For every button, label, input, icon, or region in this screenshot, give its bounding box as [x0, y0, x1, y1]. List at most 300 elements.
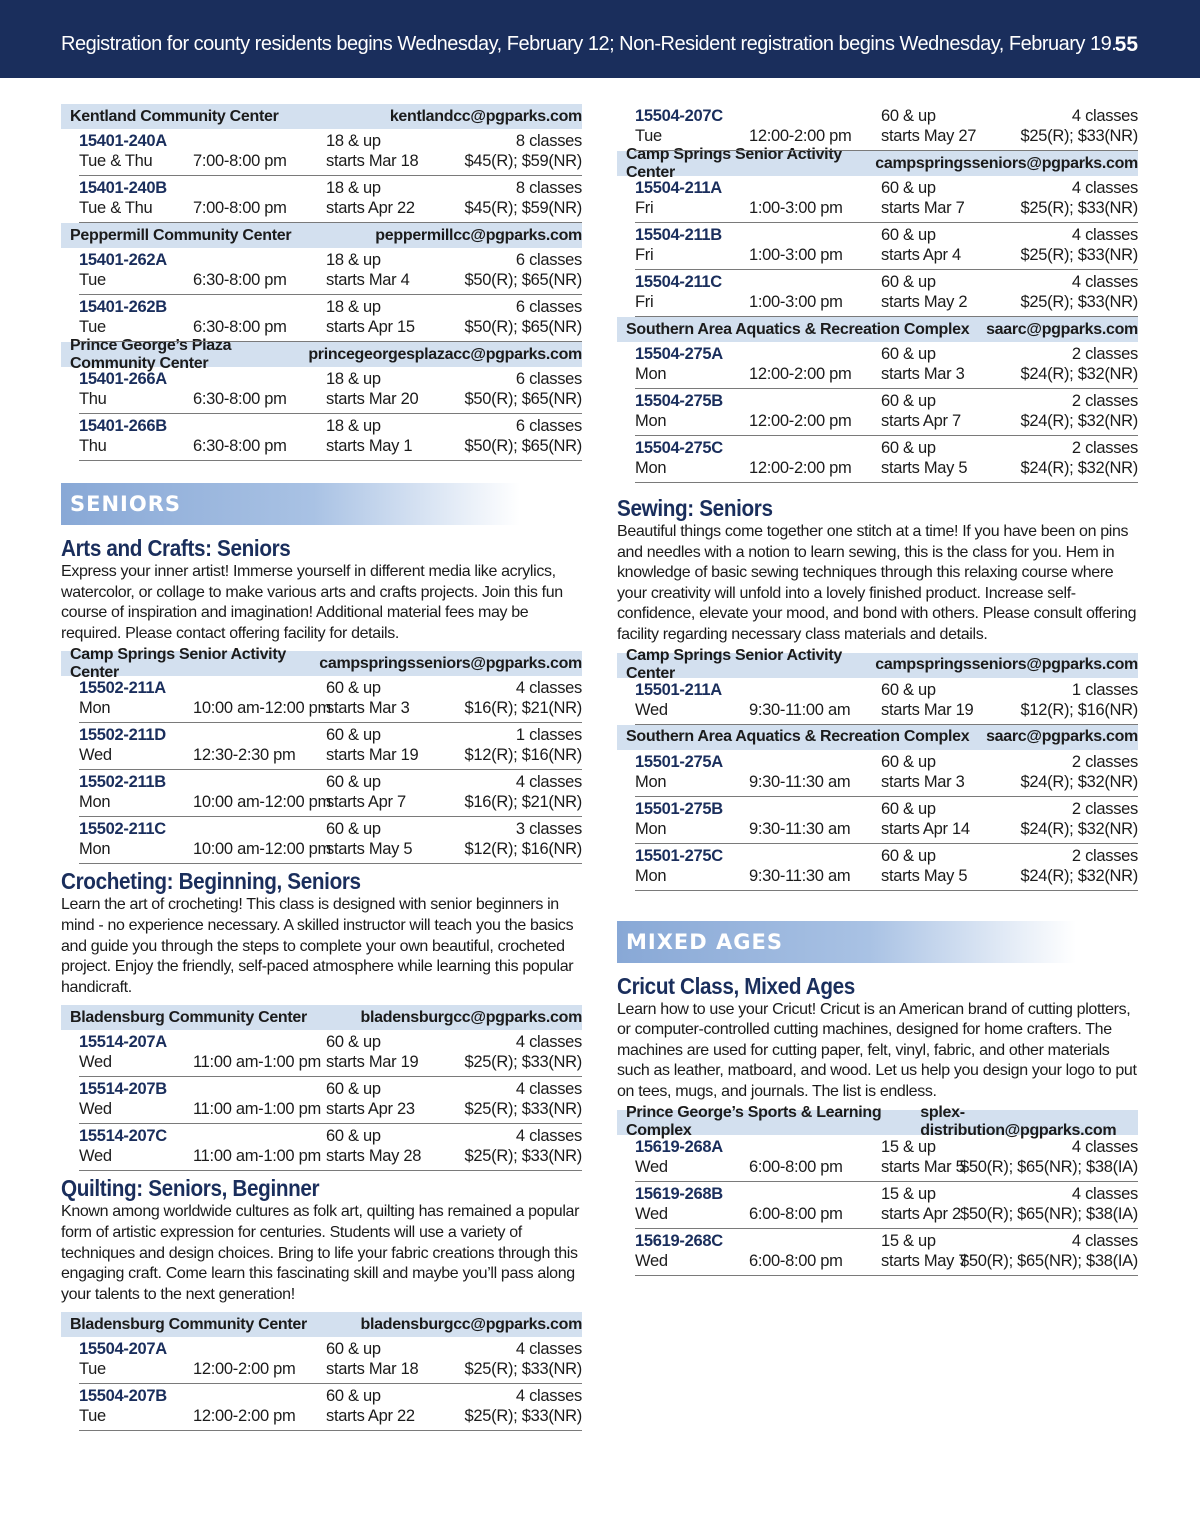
class-row [79, 1030, 582, 1077]
facility-name: Prince George’s Plaza Community Center [70, 336, 232, 372]
facility-header [61, 223, 582, 248]
class-fee: $25(R); $33(NR) [1020, 199, 1138, 217]
class-age: 60 & up [881, 799, 936, 818]
class-row [635, 750, 1138, 797]
class-count: 8 classes [515, 179, 582, 197]
class-age: 15 & up [881, 1184, 936, 1203]
course-description: Known among worldwide cultures as folk art, quilting has remained a popular form of artistic expression for centuries. Students will use a variety of techniques and design choices. Bring to life your fabric creations through this engaging craft. Come learn this fascinating skill and maybe you’ll pass along your talents to the next generation! [61, 1203, 580, 1303]
class-row [79, 176, 582, 223]
class-time: 6:30-8:00 pm [193, 437, 287, 455]
class-day: Thu [79, 390, 107, 408]
class-code: 15502-211A [79, 679, 166, 698]
facility-email-link[interactable]: princegeorgesplazacc@pgparks.com [308, 345, 582, 363]
facility-block [61, 1312, 582, 1431]
class-day: Wed [635, 1204, 668, 1223]
class-fee: $24(R); $32(NR) [1020, 772, 1138, 791]
class-age: 60 & up [326, 1340, 381, 1359]
class-day: Wed [79, 746, 112, 765]
class-day: Fri [635, 199, 654, 217]
class-count: 1 classes [1071, 680, 1138, 699]
class-age: 18 & up [326, 179, 381, 197]
facility-name: Prince George’s Sports & Learning Complex [626, 1104, 882, 1140]
facility-block [617, 725, 1138, 891]
class-day: Mon [79, 793, 111, 812]
class-start: starts Apr 7 [326, 793, 406, 812]
facility-header [61, 104, 582, 129]
class-count: 4 classes [515, 773, 582, 792]
class-age: 60 & up [326, 773, 381, 792]
class-count: 2 classes [1071, 439, 1138, 457]
class-time: 6:00-8:00 pm [749, 1251, 843, 1270]
class-count: 4 classes [1071, 1137, 1138, 1156]
class-age: 60 & up [326, 820, 381, 839]
facility-email-link[interactable]: splex-distribution@pgparks.com [920, 1104, 1117, 1140]
class-time: 12:00-2:00 pm [193, 1407, 296, 1426]
class-row [635, 436, 1138, 483]
class-time: 12:00-2:00 pm [749, 127, 852, 145]
class-row [635, 176, 1138, 223]
facility-block [61, 336, 582, 461]
left-column [61, 104, 582, 1435]
registration-notice: Registration for county residents begins Wednesday, February 12; Non-Resident registration begins Wednesday, February 19. [61, 33, 1117, 55]
class-age: 60 & up [326, 1387, 381, 1406]
class-start: starts Mar 3 [881, 772, 965, 791]
class-start: starts May 5 [881, 866, 968, 885]
class-list [61, 248, 582, 342]
class-count: 4 classes [1071, 1184, 1138, 1203]
class-row [635, 104, 1138, 151]
facility-name: Camp Springs Senior Activity Center [626, 145, 842, 181]
facility-block [617, 647, 1138, 725]
class-age: 18 & up [326, 417, 381, 435]
class-start: starts Mar 3 [881, 365, 965, 383]
facility-email-link[interactable]: campspringsseniors@pgparks.com [319, 654, 582, 672]
class-row [79, 367, 582, 414]
class-time: 1:00-3:00 pm [749, 199, 843, 217]
class-fee: $50(R); $65(NR) [464, 271, 582, 289]
class-row [635, 389, 1138, 436]
class-start: starts Mar 20 [326, 390, 419, 408]
class-list [61, 1030, 582, 1171]
class-fee: $25(R); $33(NR) [1020, 127, 1138, 145]
class-count: 4 classes [515, 1387, 582, 1406]
class-fee: $25(R); $33(NR) [464, 1100, 582, 1119]
class-time: 7:00-8:00 pm [193, 199, 287, 217]
class-age: 60 & up [326, 679, 381, 698]
course-description: Learn the art of crocheting! This class is designed with senior beginners in mind - no experience necessary. A skilled instructor will teach you the basics and guide you through the steps to complete your own beautiful, crocheted project. Enjoy the friendly, self-paced atmosphere while learning this popular handicraft. [61, 896, 574, 996]
class-start: starts Mar 4 [326, 271, 410, 289]
class-code: 15502-211D [79, 726, 166, 745]
facility-header [617, 647, 1138, 683]
class-row [79, 1384, 582, 1431]
class-start: starts Apr 2 [881, 1204, 961, 1223]
class-row [635, 1182, 1138, 1229]
class-time: 12:00-2:00 pm [749, 365, 852, 383]
facility-email-link[interactable]: campspringsseniors@pgparks.com [875, 656, 1138, 674]
class-row [79, 248, 582, 295]
class-day: Mon [635, 365, 667, 383]
class-day: Wed [635, 1157, 668, 1176]
class-list [617, 342, 1138, 483]
class-code: 15504-211A [635, 179, 722, 197]
class-age: 60 & up [881, 392, 936, 410]
class-code: 15619-268A [635, 1137, 723, 1156]
class-row [79, 129, 582, 176]
class-code: 15401-240A [79, 132, 167, 150]
class-day: Wed [79, 1053, 112, 1072]
class-day: Mon [635, 412, 667, 430]
facility-block [61, 1005, 582, 1171]
class-count: 6 classes [515, 417, 582, 435]
class-day: Tue & Thu [79, 199, 153, 217]
facility-name: Bladensburg Community Center [70, 1008, 307, 1026]
class-time: 12:00-2:00 pm [749, 412, 852, 430]
class-time: 10:00 am-12:00 pm [193, 793, 331, 812]
class-fee: $25(R); $33(NR) [1020, 293, 1138, 311]
class-time: 11:00 am-1:00 pm [193, 1147, 321, 1166]
facility-email-link[interactable]: bladensburgcc@pgparks.com [360, 1008, 582, 1026]
facility-name: Southern Area Aquatics & Recreation Complex [626, 320, 970, 338]
class-start: starts Apr 4 [881, 246, 961, 264]
class-count: 2 classes [1071, 345, 1138, 363]
class-list [61, 676, 582, 864]
facility-email-link[interactable]: campspringsseniors@pgparks.com [875, 154, 1138, 172]
class-code: 15501-275A [635, 752, 723, 771]
facility-name: Camp Springs Senior Activity Center [70, 645, 286, 681]
class-time: 10:00 am-12:00 pm [193, 699, 331, 718]
facility-name: Kentland Community Center [70, 107, 279, 125]
class-row [635, 678, 1138, 725]
class-time: 6:30-8:00 pm [193, 318, 287, 336]
facility-block [617, 317, 1138, 483]
class-code: 15504-275B [635, 392, 723, 410]
facility-header [617, 1104, 1138, 1140]
class-fee: $25(R); $33(NR) [1020, 246, 1138, 264]
class-fee: $50(R); $65(NR); $38(IA) [959, 1157, 1138, 1176]
facility-name: Bladensburg Community Center [70, 1315, 307, 1333]
class-age: 60 & up [881, 179, 936, 197]
facility-email-link[interactable]: peppermillcc@pgparks.com [375, 226, 582, 244]
class-day: Wed [635, 1251, 668, 1270]
facility-email-link[interactable]: saarc@pgparks.com [986, 728, 1138, 746]
class-age: 18 & up [326, 370, 381, 388]
facility-block [617, 1104, 1138, 1276]
class-code: 15501-275C [635, 846, 723, 865]
class-day: Tue [635, 127, 662, 145]
class-age: 18 & up [326, 251, 381, 269]
course-title: Crocheting: Beginning, Seniors [61, 868, 361, 895]
class-fee: $50(R); $65(NR) [464, 437, 582, 455]
class-time: 12:00-2:00 pm [193, 1360, 296, 1379]
facility-name: Southern Area Aquatics & Recreation Complex [626, 728, 970, 746]
class-code: 15514-207A [79, 1033, 167, 1052]
class-time: 11:00 am-1:00 pm [193, 1053, 321, 1072]
class-code: 15401-266A [79, 370, 167, 388]
class-row [635, 1135, 1138, 1182]
class-start: starts May 2 [881, 293, 968, 311]
class-fee: $12(R); $16(NR) [464, 746, 582, 765]
facility-header [61, 1312, 582, 1337]
class-time: 9:30-11:30 am [749, 819, 851, 838]
class-list [61, 1337, 582, 1431]
course-title: Arts and Crafts: Seniors [61, 535, 291, 561]
class-time: 7:00-8:00 pm [193, 152, 287, 170]
class-age: 60 & up [881, 273, 936, 291]
class-fee: $50(R); $65(NR); $38(IA) [959, 1204, 1138, 1223]
class-start: starts May 27 [881, 127, 977, 145]
facility-email-link[interactable]: saarc@pgparks.com [986, 320, 1138, 338]
class-row [635, 270, 1138, 317]
class-list [617, 1135, 1138, 1276]
class-fee: $45(R); $59(NR) [464, 152, 582, 170]
class-time: 6:00-8:00 pm [749, 1204, 843, 1223]
course-section [617, 495, 1138, 891]
class-row [79, 1124, 582, 1171]
class-row [79, 770, 582, 817]
course-title: Sewing: Seniors [617, 495, 773, 521]
class-row [635, 1229, 1138, 1276]
class-count: 4 classes [1071, 273, 1138, 291]
class-code: 15504-275C [635, 439, 723, 457]
class-row [79, 295, 582, 342]
class-code: 15502-211C [79, 820, 166, 839]
class-start: starts Apr 22 [326, 1407, 415, 1426]
class-day: Thu [79, 437, 107, 455]
class-count: 6 classes [515, 370, 582, 388]
class-code: 15501-275B [635, 799, 723, 818]
class-count: 4 classes [1071, 179, 1138, 197]
facility-block [61, 645, 582, 864]
class-code: 15619-268B [635, 1184, 723, 1203]
class-row [79, 676, 582, 723]
class-code: 15401-262B [79, 298, 167, 316]
class-age: 60 & up [881, 439, 936, 457]
class-age: 60 & up [326, 1033, 381, 1052]
class-count: 6 classes [515, 298, 582, 316]
class-start: starts May 28 [326, 1147, 422, 1166]
facility-email-link[interactable]: bladensburgcc@pgparks.com [360, 1315, 582, 1333]
class-age: 18 & up [326, 298, 381, 316]
class-day: Tue [79, 318, 106, 336]
class-day: Tue [79, 271, 106, 289]
class-age: 60 & up [326, 726, 381, 745]
facility-email-link[interactable]: kentlandcc@pgparks.com [389, 107, 582, 125]
class-start: starts Mar 3 [326, 699, 410, 718]
class-time: 10:00 am-12:00 pm [193, 840, 331, 859]
course-section [617, 973, 1138, 1276]
class-code: 15504-275A [635, 345, 723, 363]
class-start: starts Apr 7 [881, 412, 961, 430]
class-age: 60 & up [881, 680, 936, 699]
facility-header [617, 317, 1138, 342]
class-count: 6 classes [515, 251, 582, 269]
class-count: 3 classes [515, 820, 582, 839]
class-start: starts May 5 [881, 459, 968, 477]
class-row [79, 1077, 582, 1124]
class-age: 60 & up [881, 226, 936, 244]
class-count: 4 classes [515, 1340, 582, 1359]
facility-block [61, 104, 582, 223]
class-age: 60 & up [881, 107, 936, 125]
class-fee: $25(R); $33(NR) [464, 1360, 582, 1379]
course-section [61, 535, 582, 864]
class-time: 6:30-8:00 pm [193, 271, 287, 289]
class-age: 60 & up [326, 1080, 381, 1099]
class-fee: $24(R); $32(NR) [1020, 412, 1138, 430]
facility-header [61, 645, 582, 681]
class-code: 15501-211A [635, 680, 722, 699]
course-section [61, 868, 582, 1171]
class-age: 60 & up [326, 1127, 381, 1146]
class-code: 15502-211B [79, 773, 166, 792]
class-fee: $24(R); $32(NR) [1020, 819, 1138, 838]
class-count: 2 classes [1071, 392, 1138, 410]
class-day: Tue [79, 1360, 106, 1379]
course-description: Learn how to use your Cricut! Cricut is an American brand of cutting plotters, or computer-controlled cutting machines, designed for home crafters. The machines are used for cutting paper, felt, vinyl, fabric, and other materials such as leather, matboard, and wood. Let us help you design your logo to put on tees, mugs, and journals. The list is endless. [617, 1000, 1137, 1100]
class-age: 60 & up [881, 846, 936, 865]
class-day: Mon [635, 819, 667, 838]
class-day: Tue [79, 1407, 106, 1426]
class-day: Tue & Thu [79, 152, 153, 170]
class-code: 15514-207C [79, 1127, 167, 1146]
class-count: 2 classes [1071, 846, 1138, 865]
class-start: starts May 5 [326, 840, 413, 859]
class-count: 4 classes [1071, 1231, 1138, 1250]
mixed-ages-banner: MIXED AGES [617, 921, 1076, 963]
class-age: 60 & up [881, 345, 936, 363]
facility-block [61, 223, 582, 342]
class-count: 1 classes [515, 726, 582, 745]
class-fee: $45(R); $59(NR) [464, 199, 582, 217]
class-fee: $25(R); $33(NR) [464, 1407, 582, 1426]
class-code: 15504-211B [635, 226, 722, 244]
class-count: 4 classes [1071, 107, 1138, 125]
class-age: 18 & up [326, 132, 381, 150]
class-day: Fri [635, 246, 654, 264]
page-header [0, 0, 1200, 78]
class-time: 12:30-2:30 pm [193, 746, 296, 765]
class-day: Wed [79, 1147, 112, 1166]
class-fee: $50(R); $65(NR) [464, 318, 582, 336]
class-fee: $24(R); $32(NR) [1020, 365, 1138, 383]
class-fee: $24(R); $32(NR) [1020, 459, 1138, 477]
class-start: starts Mar 18 [326, 152, 419, 170]
class-row [79, 414, 582, 461]
class-row [635, 342, 1138, 389]
class-time: 6:30-8:00 pm [193, 390, 287, 408]
class-start: starts Mar 19 [326, 1053, 419, 1072]
class-start: starts May 1 [326, 437, 413, 455]
class-code: 15504-207C [635, 107, 723, 125]
class-list [61, 129, 582, 223]
class-list [617, 678, 1138, 725]
class-row [635, 844, 1138, 891]
class-time: 9:30-11:30 am [749, 772, 851, 791]
class-row [635, 223, 1138, 270]
class-start: starts Mar 19 [326, 746, 419, 765]
class-fee: $25(R); $33(NR) [464, 1053, 582, 1072]
class-fee: $16(R); $21(NR) [464, 699, 582, 718]
class-fee: $25(R); $33(NR) [464, 1147, 582, 1166]
class-day: Mon [635, 866, 667, 885]
class-code: 15504-211C [635, 273, 722, 291]
class-count: 2 classes [1071, 752, 1138, 771]
class-age: 60 & up [881, 752, 936, 771]
facility-name: Camp Springs Senior Activity Center [626, 647, 842, 683]
class-start: starts Mar 18 [326, 1360, 419, 1379]
class-fee: $50(R); $65(NR); $38(IA) [959, 1251, 1138, 1270]
class-age: 15 & up [881, 1137, 936, 1156]
class-list [617, 750, 1138, 891]
class-start: starts Mar 19 [881, 700, 974, 719]
class-count: 4 classes [1071, 226, 1138, 244]
class-time: 1:00-3:00 pm [749, 293, 843, 311]
class-time: 6:00-8:00 pm [749, 1157, 843, 1176]
class-count: 4 classes [515, 679, 582, 698]
class-start: starts Apr 22 [326, 199, 415, 217]
class-fee: $50(R); $65(NR) [464, 390, 582, 408]
class-fee: $16(R); $21(NR) [464, 793, 582, 812]
class-day: Mon [635, 772, 667, 791]
class-day: Fri [635, 293, 654, 311]
class-row [79, 817, 582, 864]
facility-header [61, 1005, 582, 1030]
class-count: 8 classes [515, 132, 582, 150]
class-start: starts Apr 23 [326, 1100, 415, 1119]
seniors-banner: SENIORS [61, 483, 520, 525]
class-row [635, 797, 1138, 844]
class-code: 15401-262A [79, 251, 167, 269]
class-code: 15504-207B [79, 1387, 167, 1406]
course-section [61, 1175, 582, 1431]
class-code: 15619-268C [635, 1231, 723, 1250]
class-row [79, 1337, 582, 1384]
class-code: 15401-266B [79, 417, 167, 435]
facility-block [617, 145, 1138, 317]
class-start: starts Mar 7 [881, 199, 965, 217]
course-title: Quilting: Seniors, Beginner [61, 1175, 320, 1202]
class-start: starts Apr 14 [881, 819, 970, 838]
class-row [79, 723, 582, 770]
class-day: Mon [79, 699, 111, 718]
course-description: Beautiful things come together one stitch at a time! If you have been on pins and needles with a notion to learn sewing, this is the class for you. Hem in knowledge of basic sewing techniques through this relaxing course where your creativity will unfold into a lovely finished product. Increase self-confidence, elevate your mood, and bond with others. Please consult offering facility regarding necessary class materials and details. [617, 523, 1137, 643]
class-count: 2 classes [1071, 799, 1138, 818]
right-column [617, 104, 1138, 1280]
class-day: Wed [635, 700, 668, 719]
class-code: 15514-207B [79, 1080, 167, 1099]
class-fee: $12(R); $16(NR) [464, 840, 582, 859]
class-time: 1:00-3:00 pm [749, 246, 843, 264]
class-list [61, 367, 582, 461]
class-day: Mon [79, 840, 111, 859]
page-number: 55 [1114, 33, 1138, 56]
class-time: 12:00-2:00 pm [749, 459, 852, 477]
class-fee: $24(R); $32(NR) [1020, 866, 1138, 885]
class-day: Mon [635, 459, 667, 477]
facility-name: Peppermill Community Center [70, 226, 292, 244]
class-time: 9:30-11:00 am [749, 700, 851, 719]
class-code: 15504-207A [79, 1340, 167, 1359]
course-description: Express your inner artist! Immerse yourself in different media like acrylics, watercolor, or collage to make various arts and crafts projects. Join this fun course of inspiration and imagination! Additional material fees may be required. Please contact offering facility for details. [61, 563, 563, 642]
class-start: starts May 7 [881, 1251, 968, 1270]
class-start: starts Mar 5 [881, 1157, 965, 1176]
class-count: 4 classes [515, 1127, 582, 1146]
class-age: 15 & up [881, 1231, 936, 1250]
class-time: 11:00 am-1:00 pm [193, 1100, 321, 1119]
facility-header [617, 725, 1138, 750]
class-start: starts Apr 15 [326, 318, 415, 336]
class-code: 15401-240B [79, 179, 167, 197]
